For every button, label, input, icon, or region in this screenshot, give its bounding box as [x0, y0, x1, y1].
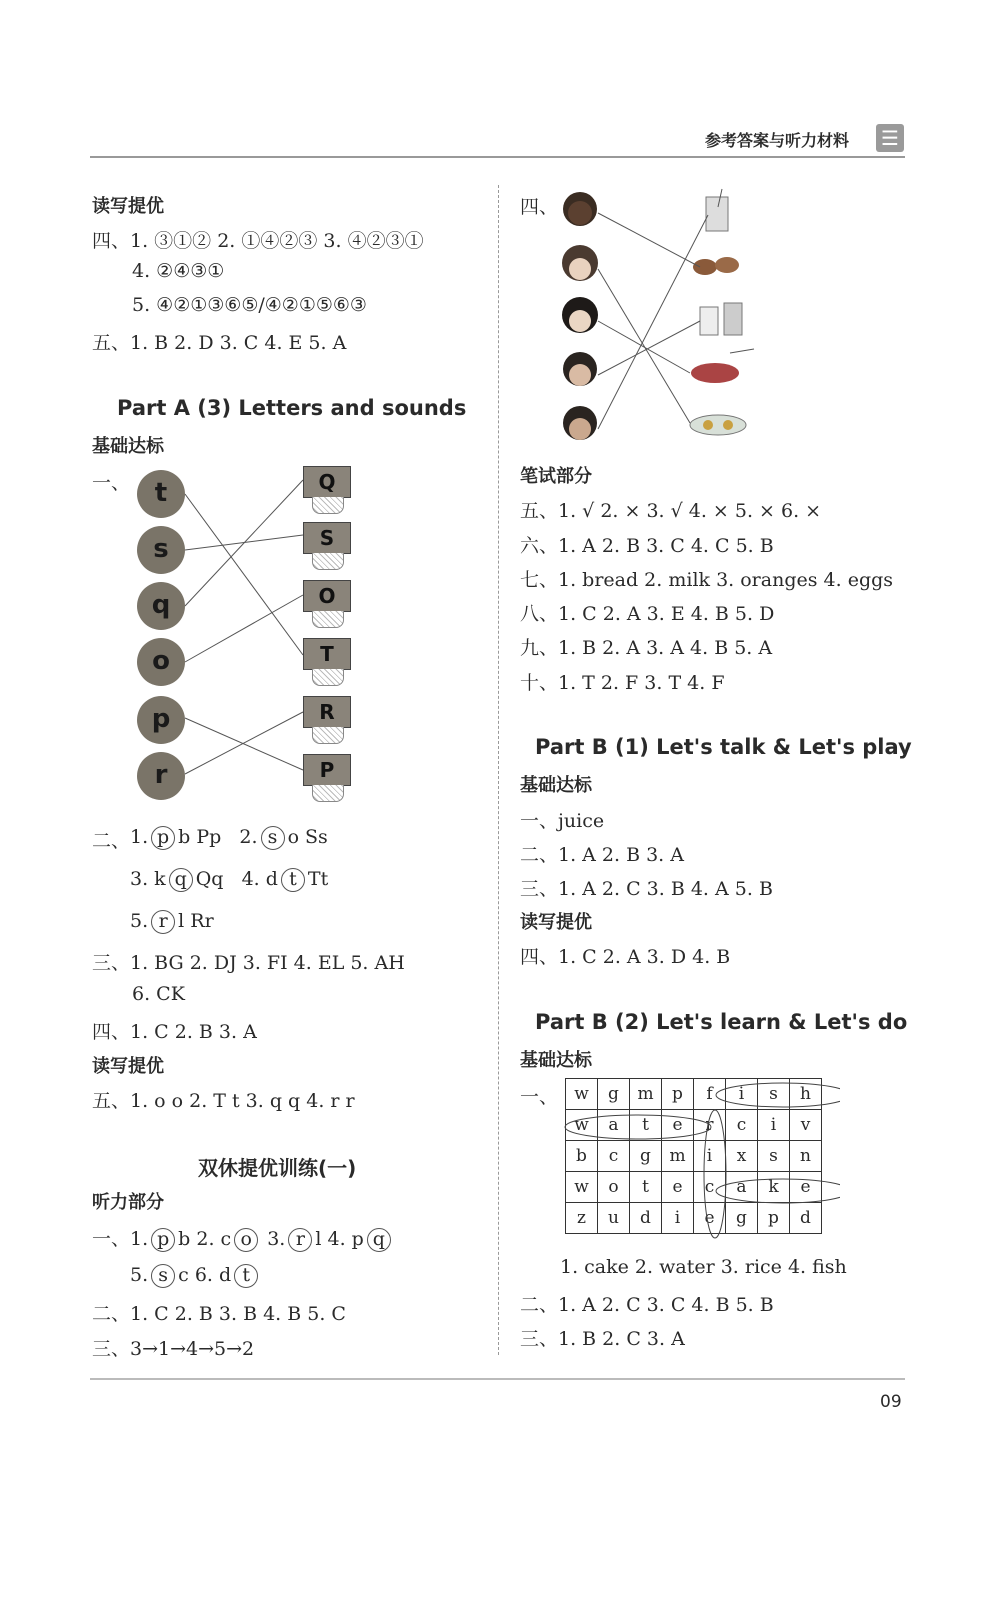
header-title: 参考答案与听力材料 — [705, 131, 850, 150]
section-heading: 基础达标 — [520, 775, 592, 796]
milk-icon — [700, 303, 742, 335]
grid-cell: i — [662, 1203, 694, 1234]
circled-letter: s — [261, 826, 285, 850]
person-icon — [563, 192, 597, 226]
grid-cell: o — [598, 1172, 630, 1203]
answer-line: 四、1. C 2. A 3. D 4. B — [520, 946, 731, 968]
ball-letter: s — [137, 526, 185, 574]
answer-line: 八、1. C 2. A 3. E 4. B 5. D — [520, 603, 775, 625]
grid-cell: e — [662, 1110, 694, 1141]
grid-cell: d — [790, 1203, 822, 1234]
section-heading: 读写提优 — [520, 912, 592, 933]
answer-line: 三、1. A 2. C 3. B 4. A 5. B — [520, 878, 773, 900]
section-heading: 基础达标 — [520, 1050, 592, 1071]
answer-line: 三、1. B 2. C 3. A — [520, 1328, 685, 1350]
ball-letter: r — [137, 752, 185, 800]
grid-cell: u — [598, 1203, 630, 1234]
grid-cell: b — [566, 1141, 598, 1172]
hoop-board: R — [303, 696, 351, 728]
noodles-bowl-icon — [691, 349, 754, 383]
circled-letter: o — [234, 1228, 258, 1252]
grid-cell: g — [630, 1141, 662, 1172]
grid-cell: z — [566, 1203, 598, 1234]
grid-cell: h — [790, 1079, 822, 1110]
circled-letter: t — [234, 1264, 258, 1288]
answer-line: 5. r l Rr — [130, 910, 214, 932]
grid-cell: t — [630, 1110, 662, 1141]
grid-cell: c — [726, 1110, 758, 1141]
grid-cell: c — [598, 1141, 630, 1172]
grid-cell: d — [630, 1203, 662, 1234]
answer-line: 一、1. p b 2. c o 3. r l 4. p q — [92, 1224, 394, 1252]
answer-line: 5. s c 6. d t — [130, 1264, 261, 1288]
circled-letter: p — [151, 826, 175, 850]
grid-cell: v — [790, 1110, 822, 1141]
answer-line: 6. CK — [132, 983, 185, 1005]
answer-line: 四、1. C 2. B 3. A — [92, 1021, 257, 1043]
answer-line: 五、1. √ 2. × 3. √ 4. × 5. × 6. × — [520, 500, 822, 522]
ball-letter: o — [137, 638, 185, 686]
circled-letter: t — [281, 868, 305, 892]
hoop-board: O — [303, 580, 351, 612]
grid-cell: k — [758, 1172, 790, 1203]
section-heading: 笔试部分 — [520, 466, 592, 487]
part-title: Part B (2) Let's learn & Let's do — [535, 1010, 908, 1034]
answer-line: 二、1. A 2. B 3. A — [520, 844, 684, 866]
answer-line: 4. ②④③① — [132, 260, 225, 282]
answer-line: 四、1. ③①② 2. ①④②③ 3. ④②③① — [92, 230, 424, 252]
answer-line: 3. k q Qq 4. d t Tt — [130, 868, 329, 890]
grid-cell: e — [790, 1172, 822, 1203]
grid-cell: p — [758, 1203, 790, 1234]
section-heading: 读写提优 — [92, 1056, 164, 1077]
answer-line: 5. ④②①③⑥⑤/④②①⑤⑥③ — [132, 294, 367, 316]
hoop-net-icon — [312, 669, 344, 686]
eggs-plate-icon — [690, 415, 746, 435]
answer-line: 二、1. A 2. C 3. C 4. B 5. B — [520, 1294, 774, 1316]
page-number: 09 — [880, 1392, 902, 1412]
answer-line: 一、juice — [520, 810, 605, 832]
section-heading: 读写提优 — [92, 196, 164, 217]
part-title: Part B (1) Let's talk & Let's play — [535, 735, 912, 759]
ball-letter: t — [137, 470, 185, 518]
answer-line: 1. cake 2. water 3. rice 4. fish — [560, 1256, 847, 1278]
circled-letter: p — [151, 1228, 175, 1252]
grid-cell: r — [694, 1110, 726, 1141]
answer-line: 六、1. A 2. B 3. C 4. C 5. B — [520, 535, 774, 557]
header-book-icon: ☰ — [876, 124, 904, 152]
grid-cell: f — [694, 1079, 726, 1110]
grid-cell: a — [598, 1110, 630, 1141]
section-heading: 听力部分 — [92, 1192, 164, 1213]
matching-lines — [0, 0, 500, 820]
grid-cell: a — [726, 1172, 758, 1203]
hoop-net-icon — [312, 785, 344, 802]
grid-cell: e — [694, 1203, 726, 1234]
answer-line: 十、1. T 2. F 3. T 4. F — [520, 672, 725, 694]
hoop-net-icon — [312, 497, 344, 514]
answer-line: 七、1. bread 2. milk 3. oranges 4. eggs — [520, 569, 894, 591]
section-title: 双休提优训练(一) — [198, 1156, 357, 1180]
ball-letter: p — [137, 696, 185, 744]
question-label: 一、 — [520, 1086, 559, 1108]
grid-cell: g — [726, 1203, 758, 1234]
grid-cell: i — [758, 1110, 790, 1141]
word-search-ovals — [560, 1074, 840, 1244]
hoop-net-icon — [312, 727, 344, 744]
answer-line: 二、1. C 2. B 3. B 4. B 5. C — [92, 1303, 346, 1325]
circled-letter: r — [288, 1228, 312, 1252]
question-label: 一、 — [92, 472, 131, 494]
hoop-net-icon — [312, 611, 344, 628]
answer-line: 五、1. B 2. D 3. C 4. E 5. A — [92, 332, 347, 354]
circled-letter: r — [151, 910, 175, 934]
person-icon — [563, 406, 597, 440]
grid-cell: t — [630, 1172, 662, 1203]
hoop-board: Q — [303, 466, 351, 498]
ball-letter: q — [137, 582, 185, 630]
circled-letter: q — [367, 1228, 391, 1252]
answer-line: 三、3→1→4→5→2 — [92, 1338, 255, 1360]
grid-cell: i — [694, 1141, 726, 1172]
circled-letter: q — [169, 868, 193, 892]
grid-cell: c — [694, 1172, 726, 1203]
person-icon — [562, 245, 598, 281]
grid-cell: s — [758, 1079, 790, 1110]
grid-cell: i — [726, 1079, 758, 1110]
footer-rule — [90, 1378, 905, 1380]
person-icon — [563, 352, 597, 386]
hoop-board: S — [303, 522, 351, 554]
hoop-board: T — [303, 638, 351, 670]
answer-line: 五、1. o o 2. T t 3. q q 4. r r — [92, 1090, 355, 1112]
grid-cell: n — [790, 1141, 822, 1172]
grid-cell: s — [758, 1141, 790, 1172]
section-heading: 基础达标 — [92, 436, 164, 457]
grid-cell: e — [662, 1172, 694, 1203]
grid-cell: w — [566, 1172, 598, 1203]
person-icon — [562, 297, 598, 333]
grid-cell: w — [566, 1110, 598, 1141]
grid-cell: g — [598, 1079, 630, 1110]
grid-cell: p — [662, 1079, 694, 1110]
question-label: 二、 — [92, 830, 131, 852]
grid-cell: m — [662, 1141, 694, 1172]
answer-line: 1. p b Pp 2. s o Ss — [130, 826, 328, 848]
juice-glass-icon — [706, 189, 728, 231]
answer-line: 三、1. BG 2. DJ 3. FI 4. EL 5. AH — [92, 952, 405, 974]
part-title: Part A (3) Letters and sounds — [117, 396, 467, 420]
hoop-net-icon — [312, 553, 344, 570]
grid-cell: w — [566, 1079, 598, 1110]
circled-letter: s — [151, 1264, 175, 1288]
people-food-matching — [540, 185, 780, 455]
hoop-board: P — [303, 754, 351, 786]
answer-line: 九、1. B 2. A 3. A 4. B 5. A — [520, 637, 773, 659]
question-label: 四、 — [520, 196, 559, 218]
grid-cell: m — [630, 1079, 662, 1110]
bread-icon — [693, 257, 739, 275]
grid-cell: x — [726, 1141, 758, 1172]
